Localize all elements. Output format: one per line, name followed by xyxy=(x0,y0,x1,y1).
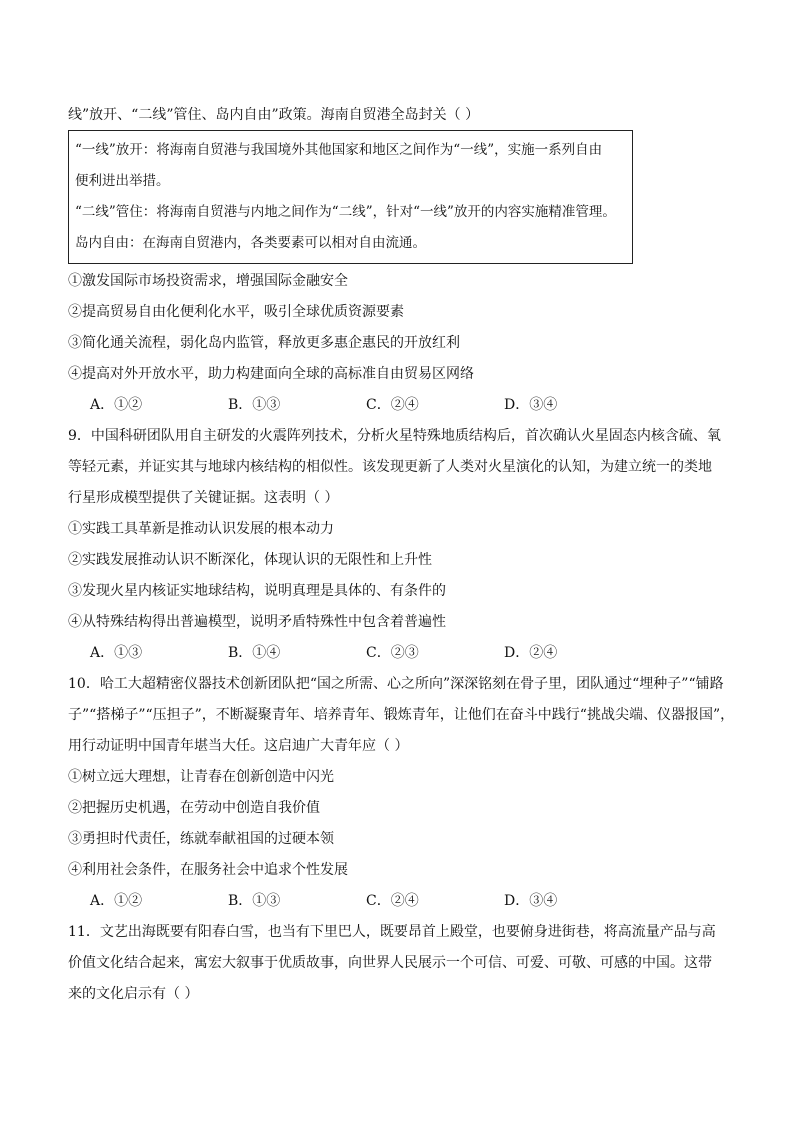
q9-option: ④从特殊结构得出普遍模型，说明矛盾特殊性中包含着普遍性 xyxy=(68,614,446,630)
q9-choices xyxy=(68,638,728,669)
q9-choice-d: D．②④ xyxy=(504,645,558,661)
q9-stem: 9．中国科研团队用自主研发的火震阵列技术，分析火星特殊地质结构后，首次确认火星固态内核含硫、氧 xyxy=(68,428,721,444)
q8-stem: 线”放开、“二线”管住、岛内自由”政策。海南自贸港全岛封关（ ） xyxy=(68,107,480,123)
q8-choice-c: C．②④ xyxy=(366,397,419,413)
q8-choices xyxy=(68,390,728,421)
q10-stem: 用行动证明中国青年堪当大任。这启迪广大青年应（ ） xyxy=(68,738,409,754)
q8-option: ②提高贸易自由化便利化水平，吸引全球优质资源要素 xyxy=(68,304,404,320)
q9-stem: 行星形成模型提供了关键证据。这表明（ ） xyxy=(68,490,339,506)
q11-stem: 11．文艺出海既要有阳春白雪，也当有下里巴人，既要昂首上殿堂，也要俯身进街巷，将高流量产品与高 xyxy=(68,924,716,940)
q10-option: ①树立远大理想，让青春在创新创造中闪光 xyxy=(68,769,334,785)
q10-choices xyxy=(68,886,728,917)
q8-material-line: “一线”放开：将海南自贸港与我国境外其他国家和地区之间作为“一线”，实施一系列自由 xyxy=(75,142,603,158)
q10-option: ②把握历史机遇，在劳动中创造自我价值 xyxy=(68,800,320,816)
q8-material-line: 岛内自由：在海南自贸港内，各类要素可以相对自由流通。 xyxy=(75,235,426,251)
q10-option: ④利用社会条件，在服务社会中追求个性发展 xyxy=(68,862,348,878)
q9-option: ①实践工具革新是推动认识发展的根本动力 xyxy=(68,521,334,537)
q8-option: ①激发国际市场投资需求，增强国际金融安全 xyxy=(68,273,348,289)
q10-choice-a: A．①② xyxy=(90,893,143,909)
q8-option: ④提高对外开放水平，助力构建面向全球的高标准自由贸易区网络 xyxy=(68,366,474,382)
q8-choice-a: A．①② xyxy=(90,397,143,413)
q10-stem: 子”“搭梯子”“压担子”，不断凝聚青年、培养青年、锻炼青年，让他们在奋斗中践行“挑战尖端、仪器报国”， xyxy=(68,707,735,723)
q9-option: ②实践发展推动认识不断深化，体现认识的无限性和上升性 xyxy=(68,552,432,568)
q8-material-line: 便利进出举措。 xyxy=(75,173,170,189)
q10-choice-b: B．①③ xyxy=(228,893,281,909)
q10-option: ③勇担时代责任，练就奉献祖国的过硬本领 xyxy=(68,831,334,847)
q9-choice-b: B．①④ xyxy=(228,645,281,661)
q9-choice-c: C．②③ xyxy=(366,645,419,661)
q10-choice-d: D．③④ xyxy=(504,893,558,909)
q8-choice-b: B．①③ xyxy=(228,397,281,413)
q9-choice-a: A．①③ xyxy=(90,645,143,661)
q9-option: ③发现火星内核证实地球结构，说明真理是具体的、有条件的 xyxy=(68,583,446,599)
exam-page xyxy=(68,100,735,1010)
q10-stem: 10．哈工大超精密仪器技术创新团队把“国之所需、心之所向”深深铭刻在骨子里，团队通过“埋种子”“铺路 xyxy=(68,676,724,692)
q10-choice-c: C．②④ xyxy=(366,893,419,909)
q8-choice-d: D．③④ xyxy=(504,397,558,413)
q8-option: ③简化通关流程，弱化岛内监管，释放更多惠企惠民的开放红利 xyxy=(68,335,460,351)
q11-stem: 来的文化启示有（ ） xyxy=(68,986,199,1002)
q8-material-box xyxy=(68,130,633,264)
q11-stem: 价值文化结合起来，寓宏大叙事于优质故事，向世界人民展示一个可信、可爱、可敬、可感的中国。这带 xyxy=(68,955,712,971)
q9-stem: 等轻元素，并证实其与地球内核结构的相似性。该发现更新了人类对火星演化的认知，为建立统一的类地 xyxy=(68,459,712,475)
q8-material-line: “二线”管住：将海南自贸港与内地之间作为“二线”，针对“一线”放开的内容实施精准管理。 xyxy=(75,204,616,220)
